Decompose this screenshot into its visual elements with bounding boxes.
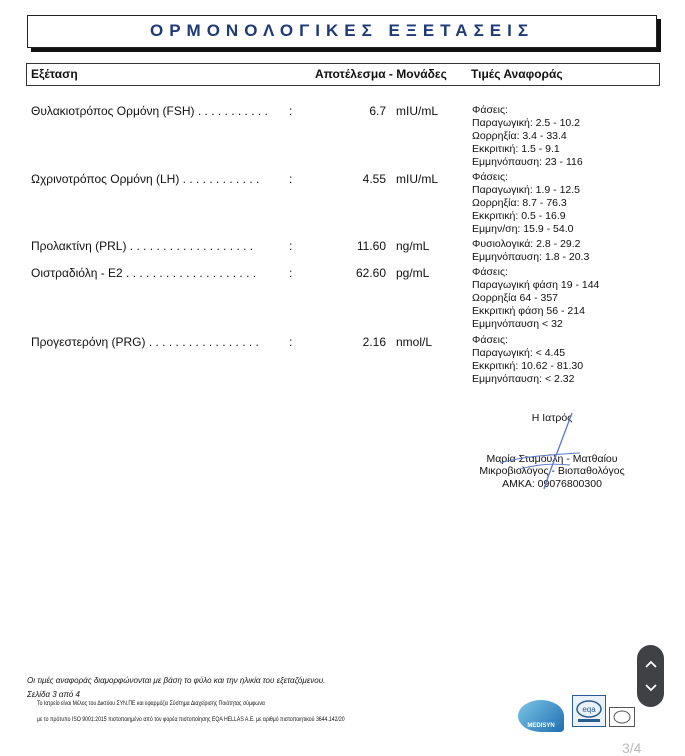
test-colon: : xyxy=(289,172,293,186)
test-value: 4.55 xyxy=(362,172,386,186)
eqa-logo-text: eqa xyxy=(582,705,596,714)
report-title: ΟΡΜΟΝΟΛΟΓΙΚΕΣ ΕΞΕΤΑΣΕΙΣ xyxy=(149,21,535,40)
reference-line: Εμμηνόπαυση: 23 - 116 xyxy=(472,155,583,168)
reference-line: Παραγωγική: < 4.45 xyxy=(472,346,566,359)
report-title-box xyxy=(27,15,657,48)
reference-line: Εκκριτική: 10.62 - 81.30 xyxy=(472,359,584,372)
test-name: Ωχρινοτρόπος Ορμόνη (LH) . . . . . . . . . . . . xyxy=(31,172,260,186)
certification-line-2: με το πρότυπο ISO 9001:2015 πιστοποιημένο από τον φορέα πιστοποίησης EQA HELLAS A.E. με αριθμό πιστοποιητικού 3644.142/20 xyxy=(37,716,345,723)
reference-line: Εμμην/ση: 15.9 - 54.0 xyxy=(472,222,574,235)
header-result: Αποτέλεσμα - Μονάδες xyxy=(315,67,447,81)
test-value: 62.60 xyxy=(355,266,386,280)
test-name: Θυλακιοτρόπος Ορμόνη (FSH) . . . . . . . . . . . xyxy=(31,104,268,118)
reference-line: Παραγωγική φάση 19 - 144 xyxy=(472,278,600,291)
reference-line: Ωορρηξία 64 - 357 xyxy=(472,291,559,304)
chevron-up-icon xyxy=(645,660,657,668)
reference-line: Εμμηνόπαυση: 1.8 - 20.3 xyxy=(472,250,590,263)
table-header xyxy=(26,63,660,86)
chevron-down-icon xyxy=(645,684,657,692)
test-colon: : xyxy=(289,266,293,280)
reference-line: Εκκριτική: 0.5 - 16.9 xyxy=(472,209,566,222)
header-exam: Εξέταση xyxy=(31,67,78,81)
doctor-name: Μαρία Σταμούλη - Ματθαίου xyxy=(486,453,618,465)
reference-line: Εμμηνόπαυση: < 2.32 xyxy=(472,372,575,385)
test-unit: ng/mL xyxy=(396,239,430,253)
eqa-logo xyxy=(572,695,606,727)
test-colon: : xyxy=(289,335,293,349)
test-colon: : xyxy=(289,104,293,118)
test-unit: mIU/mL xyxy=(396,104,438,118)
reference-line: Φάσεις: xyxy=(472,266,508,278)
reference-values xyxy=(472,171,580,236)
reference-line: Παραγωγική: 1.9 - 12.5 xyxy=(472,183,581,196)
reference-line: Φάσεις: xyxy=(472,104,508,116)
medisyn-logo xyxy=(518,700,564,732)
reference-line: Παραγωγική: 2.5 - 10.2 xyxy=(472,116,581,129)
reference-line: Φυσιολογικά: 2.8 - 29.2 xyxy=(472,238,581,250)
eqa-logo-graphic xyxy=(573,696,605,726)
reference-values xyxy=(472,238,589,264)
reference-line: Εκκριτική φάση 56 - 214 xyxy=(472,304,585,317)
header-reference: Τιμές Αναφοράς xyxy=(471,67,563,81)
page-number: Σελίδα 3 από 4 xyxy=(27,690,80,699)
test-name: Προλακτίνη (PRL) . . . . . . . . . . . . . . . . . . . xyxy=(31,239,254,253)
test-name: Προγεστερόνη (PRG) . . . . . . . . . . . . . . . . . xyxy=(31,335,259,349)
doctor-specialty: Μικροβιολόγος - Βιοπαθολόγος xyxy=(479,465,625,477)
test-unit: mIU/mL xyxy=(396,172,438,186)
reference-line: Ωορρηξία: 3.4 - 33.4 xyxy=(472,129,567,142)
reference-line: Φάσεις: xyxy=(472,334,508,346)
previous-page-button[interactable] xyxy=(637,651,664,677)
reference-values xyxy=(472,104,583,169)
medisyn-logo-text: MEDISYN xyxy=(527,723,555,729)
certification-line-1: Το Ιατρείο είναι Μέλος του Δικτύου ΣΥΝ.ΠΕ και εφαρμόζει Σύστημα Διαχείρισης Ποιότητας σύμφωνα xyxy=(37,700,265,707)
reference-note: Οι τιμές αναφοράς διαμορφώνονται με βάση το φύλο και την ηλικία του εξεταζόμενου. xyxy=(27,676,326,685)
reference-values xyxy=(472,266,599,331)
test-colon: : xyxy=(289,239,293,253)
reference-line: Ωορρηξία: 8.7 - 76.3 xyxy=(472,196,567,209)
handwritten-signature xyxy=(490,405,600,495)
next-page-button[interactable] xyxy=(637,675,664,701)
reference-values xyxy=(472,334,583,386)
test-value: 2.16 xyxy=(362,335,386,349)
reference-line: Εμμηνόπαυση < 32 xyxy=(472,317,563,330)
reference-line: Φάσεις: xyxy=(472,171,508,183)
page-navigation xyxy=(637,645,664,707)
page-indicator: 3/4 xyxy=(622,740,642,756)
test-unit: pg/mL xyxy=(396,266,430,280)
reference-line: Εκκριτική: 1.5 - 9.1 xyxy=(472,142,560,155)
iso-logo xyxy=(609,707,635,727)
iso-logo-graphic xyxy=(610,708,634,726)
test-value: 11.60 xyxy=(356,239,386,253)
signature-label: Η Ιατρός xyxy=(531,412,573,424)
test-unit: nmol/L xyxy=(396,335,433,349)
test-name: Οιστραδιόλη - E2 . . . . . . . . . . . . . . . . . . . . xyxy=(31,266,257,280)
test-value: 6.7 xyxy=(369,104,386,118)
doctor-amka: ΑΜΚΑ: 09076800300 xyxy=(502,478,602,490)
